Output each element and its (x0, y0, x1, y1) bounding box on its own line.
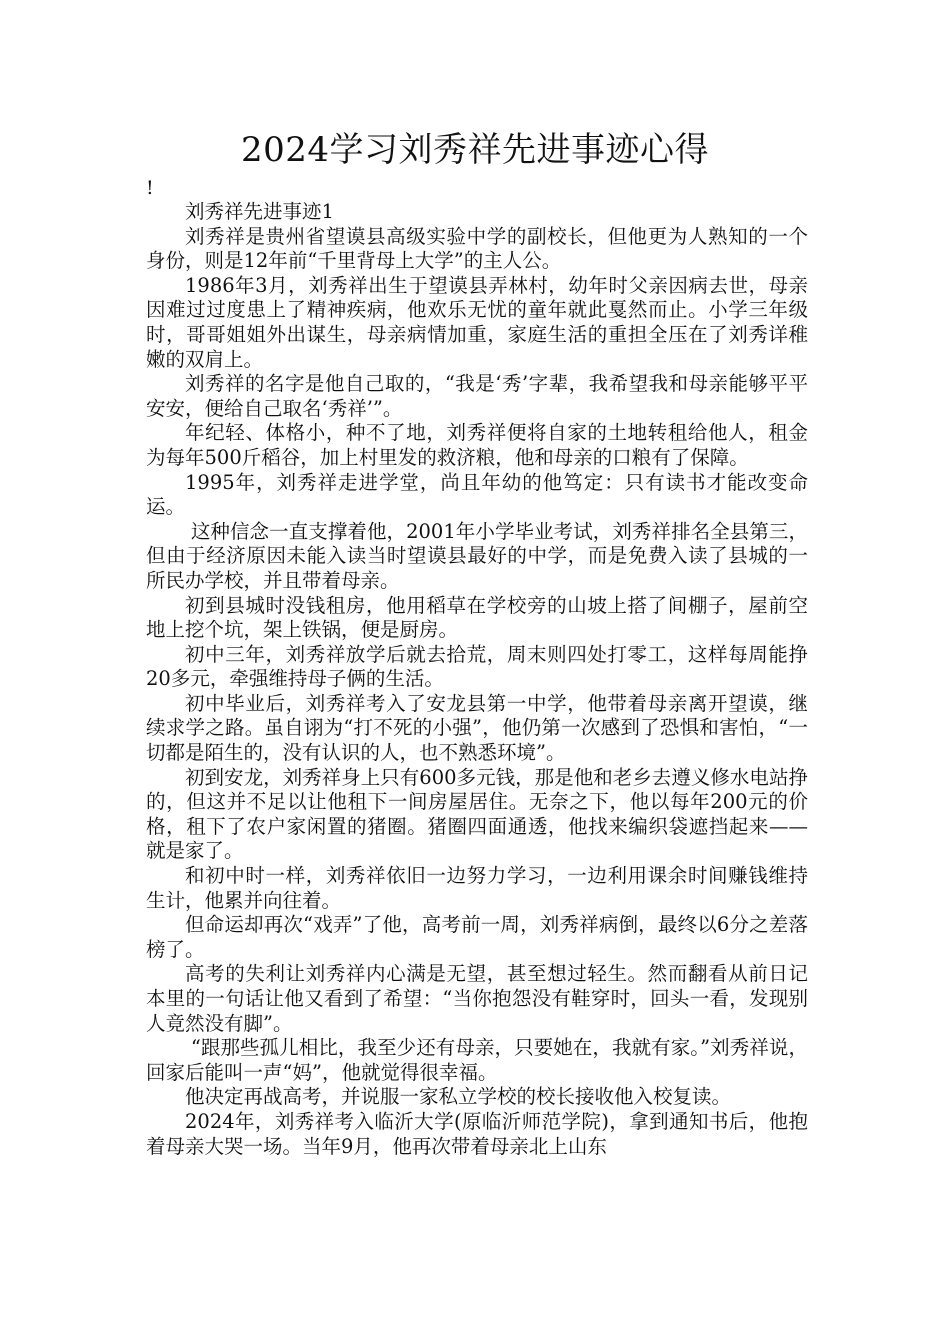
document-body (146, 200, 808, 1159)
paragraph: 2024年，刘秀祥考入临沂大学(原临沂师范学院)，拿到通知书后，他抱着母亲大哭一场。当年9月，他再次带着母亲北上山东 (146, 1109, 808, 1158)
paragraph: “跟那些孤儿相比，我至少还有母亲，只要她在，我就有家。”刘秀祥说，回家后能叫一声“妈”，他就觉得很幸福。 (146, 1036, 808, 1084)
paragraph: 他决定再战高考，并说服一家私立学校的校长接收他入校复读。 (185, 1085, 732, 1109)
paragraph: 初中毕业后，刘秀祥考入了安龙县第一中学，他带着母亲离开望谟，继续求学之路。虽自诩为“打不死的小强”，他仍第一次感到了恐惧和害怕，“一切都是陌生的，没有认识的人，也不熟悉环境”。 (146, 691, 808, 765)
paragraph: 1995年，刘秀祥走进学堂，尚且年幼的他笃定：只有读书才能改变命运。 (146, 470, 808, 519)
paragraph: 高考的失利让刘秀祥内心满是无望，甚至想过轻生。然而翻看从前日记本里的一句话让他又看到了希望：“当你抱怨没有鞋穿时，回头一看，发现别人竟然没有脚”。 (146, 962, 808, 1035)
paragraph: 年纪轻、体格小，种不了地，刘秀祥便将自家的土地转租给他人，租金为每年500斤稻谷，加上村里发的救济粮，他和母亲的口粮有了保障。 (146, 421, 808, 469)
paragraph: 初到县城时没钱租房，他用稻草在学校旁的山坡上搭了间棚子，屋前空地上挖个坑，架上铁锅，便是厨房。 (146, 593, 808, 642)
paragraph: 这种信念一直支撑着他，2001年小学毕业考试，刘秀祥排名全县第三，但由于经济原因未能入读当时望谟县最好的中学，而是免费入读了县城的一所民办学校，并且带着母亲。 (146, 519, 808, 592)
paragraph: 1986年3月，刘秀祥出生于望谟县弄林村，幼年时父亲因病去世，母亲因难过过度患上了精神疾病，他欢乐无忧的童年就此戛然而止。小学三年级时，哥哥姐姐外出谋生，母亲病情加重，家庭生活的重担全压在了刘秀详稚嫩的双肩上。 (146, 273, 808, 371)
paragraph: 但命运却再次“戏弄”了他，高考前一周，刘秀祥病倒，最终以6分之差落榜了。 (146, 913, 808, 961)
paragraph: 初中三年，刘秀祥放学后就去拾荒，周末则四处打零工，这样每周能挣20多元，牵强维持母子俩的生活。 (146, 642, 808, 691)
paragraph: 刘秀祥的名字是他自己取的，“我是‘秀’字辈，我希望我和母亲能够平平安安，便给自己取名‘秀祥’”。 (146, 372, 808, 420)
section-heading: 刘秀祥先进事迹1 (185, 200, 334, 223)
document-title: 2024学习刘秀祥先进事迹心得 (240, 130, 710, 170)
paragraph: 初到安龙，刘秀祥身上只有600多元钱，那是他和老乡去遵义修水电站挣的，但这并不足以让他租下一间房屋居住。无奈之下，他以每年200元的价格，租下了农户家闲置的猪圈。猪圈四面通透，他找来编织袋遮挡起来——就是家了。 (146, 765, 808, 863)
exclamation-mark: ! (146, 177, 154, 199)
paragraph: 和初中时一样，刘秀祥依旧一边努力学习，一边利用课余时间赚钱维持生计，他累并向往着。 (146, 864, 808, 912)
paragraph: 刘秀祥是贵州省望谟县高级实验中学的副校长，但他更为人熟知的一个身份，则是12年前“千里背母上大学”的主人公。 (146, 224, 808, 273)
